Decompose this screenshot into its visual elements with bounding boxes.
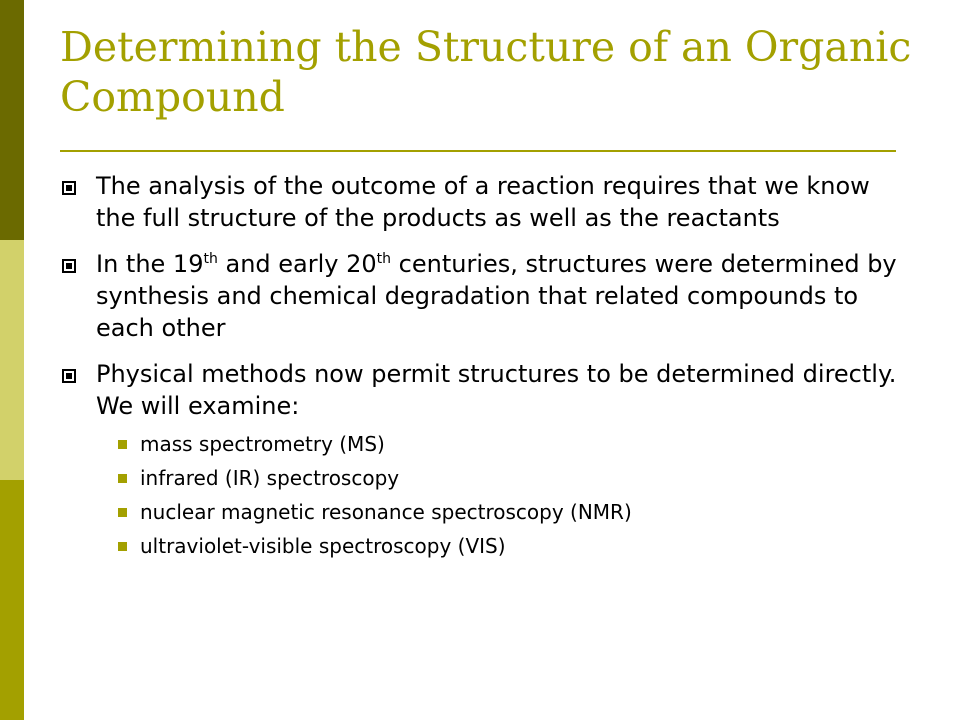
square-sub-bullet-icon xyxy=(118,474,127,483)
slide-title: Determining the Structure of an Organic Compound xyxy=(60,23,912,121)
bullet-item xyxy=(60,358,910,558)
sidebar-segment-middle xyxy=(0,240,24,480)
sidebar-segment-top xyxy=(0,0,24,240)
bullet-text: Physical methods now permit structures to be determined directly. We will examine: xyxy=(96,360,897,420)
square-sub-bullet-icon xyxy=(118,440,127,449)
superscript: th xyxy=(376,251,392,267)
bullet-list xyxy=(60,170,910,572)
bullet-text: In the 19th and early 20th centuries, structures were determined by synthesis and chemical degradation that related compounds to each other xyxy=(96,250,897,342)
square-sub-bullet-icon xyxy=(118,508,127,517)
square-bullet-icon xyxy=(62,369,76,383)
sidebar-segment-bottom xyxy=(0,480,24,720)
sub-bullet-item: nuclear magnetic resonance spectroscopy (NMR) xyxy=(96,500,910,524)
bullet-text: The analysis of the outcome of a reaction requires that we know the full structure of the products as well as the reactants xyxy=(96,172,870,232)
superscript: th xyxy=(203,251,218,267)
square-bullet-icon xyxy=(62,259,76,273)
square-sub-bullet-icon xyxy=(118,542,127,551)
sidebar-accent xyxy=(0,0,24,720)
sub-bullet-item: ultraviolet-visible spectroscopy (VIS) xyxy=(96,534,910,558)
bullet-item xyxy=(60,170,910,234)
sub-bullet-item: infrared (IR) spectroscopy xyxy=(96,466,910,490)
sub-bullet-list xyxy=(96,432,910,558)
sub-bullet-item: mass spectrometry (MS) xyxy=(96,432,910,456)
title-divider xyxy=(60,150,896,152)
square-bullet-icon xyxy=(62,181,76,195)
bullet-item xyxy=(60,248,910,344)
